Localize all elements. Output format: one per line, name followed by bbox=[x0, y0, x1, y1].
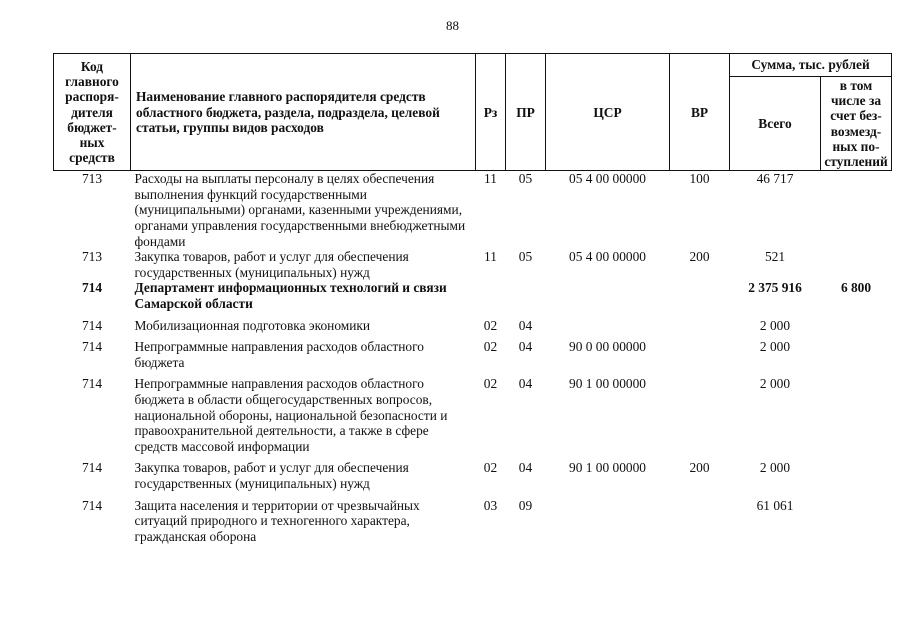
cell-total: 2 000 bbox=[759, 339, 791, 355]
table-row bbox=[54, 492, 892, 545]
cell-name: Защита населения и территории от чрезвычайных ситуаций природного и техногенного характера, гражданская оборона bbox=[134, 497, 420, 544]
header-pr: ПР bbox=[506, 54, 546, 171]
cell-total: 2 000 bbox=[759, 376, 791, 392]
cell-name: Мобилизационная подготовка экономики bbox=[134, 317, 371, 333]
cell-total: 2 375 916 bbox=[748, 280, 802, 296]
cell-code: 714 bbox=[81, 280, 103, 296]
budget-table bbox=[53, 53, 892, 544]
header-grants: в том числе за счет без-возмезд-ных по-ступлений bbox=[821, 77, 892, 171]
cell-csr bbox=[546, 280, 670, 311]
cell-rz: 02 bbox=[483, 339, 498, 355]
cell-name: Непрограммные направления расходов областного бюджета bbox=[134, 339, 424, 370]
cell-csr: 05 4 00 00000 bbox=[569, 249, 646, 265]
cell-rz bbox=[476, 280, 506, 311]
cell-grants bbox=[821, 249, 892, 280]
cell-total: 2 000 bbox=[759, 317, 791, 333]
cell-vr bbox=[670, 312, 730, 334]
cell-pr: 04 bbox=[518, 339, 533, 355]
cell-pr: 09 bbox=[518, 497, 533, 513]
cell-grants bbox=[821, 454, 892, 491]
cell-pr: 04 bbox=[518, 376, 533, 392]
cell-vr: 100 bbox=[689, 171, 710, 187]
cell-grants bbox=[821, 171, 892, 249]
table-row bbox=[54, 454, 892, 491]
header-sum: Сумма, тыс. рублей bbox=[730, 54, 892, 77]
cell-rz: 02 bbox=[483, 460, 498, 476]
table-row bbox=[54, 333, 892, 370]
cell-rz: 11 bbox=[484, 171, 497, 187]
cell-total: 521 bbox=[764, 249, 786, 265]
header-rz: Рз bbox=[476, 54, 506, 171]
table-row bbox=[54, 249, 892, 280]
cell-rz: 11 bbox=[484, 249, 497, 265]
table-row bbox=[54, 370, 892, 454]
cell-csr: 90 1 00 00000 bbox=[569, 376, 646, 392]
table-row bbox=[54, 171, 892, 249]
table-header bbox=[54, 54, 892, 171]
cell-code: 713 bbox=[81, 171, 103, 187]
cell-grants bbox=[821, 492, 892, 545]
cell-vr: 200 bbox=[689, 249, 710, 265]
header-csr: ЦСР bbox=[546, 54, 670, 171]
cell-grants bbox=[821, 370, 892, 454]
page-number: 88 bbox=[446, 18, 459, 33]
cell-pr: 04 bbox=[518, 460, 533, 476]
cell-csr bbox=[546, 312, 670, 334]
cell-csr bbox=[546, 492, 670, 545]
table-row bbox=[54, 312, 892, 334]
cell-csr: 90 1 00 00000 bbox=[569, 460, 646, 476]
cell-code: 714 bbox=[81, 460, 103, 476]
cell-pr: 05 bbox=[518, 171, 533, 187]
table-row bbox=[54, 280, 892, 311]
table-body bbox=[54, 171, 892, 545]
header-name: Наименование главного распорядителя средств областного бюджета, раздела, подраздела, целевой статьи, группы видов расходов bbox=[131, 54, 476, 171]
cell-code: 713 bbox=[81, 249, 103, 265]
cell-csr: 90 0 00 00000 bbox=[569, 339, 646, 355]
cell-total: 2 000 bbox=[759, 460, 791, 476]
cell-vr: 200 bbox=[689, 460, 710, 476]
cell-name: Департамент информационных технологий и связи Самарской области bbox=[134, 280, 447, 311]
cell-code: 714 bbox=[81, 339, 103, 355]
header-total: Всего bbox=[730, 77, 821, 171]
cell-rz: 03 bbox=[483, 497, 498, 513]
cell-code: 714 bbox=[81, 317, 103, 333]
header-vr: ВР bbox=[670, 54, 730, 171]
cell-total: 46 717 bbox=[756, 171, 794, 187]
header-code: Код главного распоря-дителя бюджет-ных средств bbox=[54, 54, 131, 171]
cell-grants bbox=[821, 312, 892, 334]
cell-name: Расходы на выплаты персоналу в целях обеспечения выполнения функций государственными (муниципальными) органами, казенными учреждениями, органами управления государственными внебюджетными фондами bbox=[134, 171, 466, 249]
cell-rz: 02 bbox=[483, 376, 498, 392]
cell-code: 714 bbox=[81, 376, 103, 392]
cell-rz: 02 bbox=[483, 317, 498, 333]
cell-code: 714 bbox=[81, 497, 103, 513]
cell-name: Непрограммные направления расходов областного бюджета в области общегосударственных вопросов, национальной обороны, национальной безопасности и правоохранительной деятельности, а также в сфере средств массовой информации bbox=[134, 376, 448, 454]
cell-grants bbox=[821, 333, 892, 370]
cell-vr bbox=[670, 280, 730, 311]
cell-pr: 05 bbox=[518, 249, 533, 265]
cell-vr bbox=[670, 333, 730, 370]
cell-csr: 05 4 00 00000 bbox=[569, 171, 646, 187]
cell-name: Закупка товаров, работ и услуг для обеспечения государственных (муниципальных) нужд bbox=[134, 460, 409, 491]
cell-vr bbox=[670, 492, 730, 545]
cell-grants: 6 800 bbox=[840, 280, 872, 296]
cell-total: 61 061 bbox=[756, 497, 794, 513]
cell-pr bbox=[506, 280, 546, 311]
cell-name: Закупка товаров, работ и услуг для обеспечения государственных (муниципальных) нужд bbox=[134, 249, 409, 280]
cell-pr: 04 bbox=[518, 317, 533, 333]
cell-vr bbox=[670, 370, 730, 454]
